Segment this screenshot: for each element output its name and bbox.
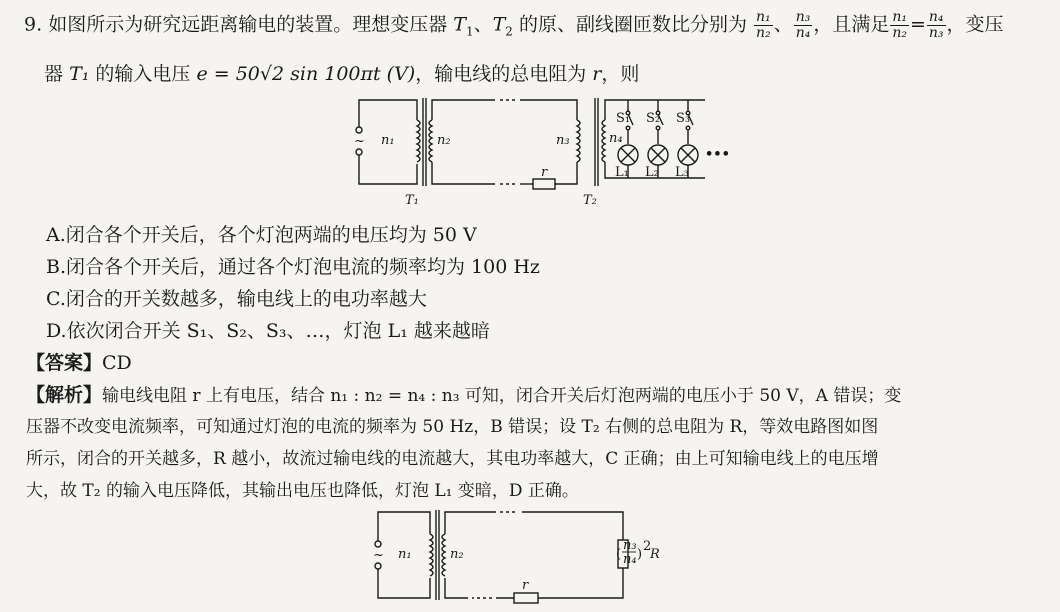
eq-rparen: ) [637,547,643,562]
label-n3: n₃ [556,133,570,148]
ac-source-icon: ~ [354,134,365,149]
option-a-text: 闭合各个开关后，各个灯泡两端的电压均为 50 V [65,224,477,246]
more-lamps-ellipsis: ••• [705,147,730,162]
option-c-text: 闭合的开关数越多，输电线上的电功率越大 [65,288,427,310]
analysis-line-1: 【解析】输电线电阻 r 上有电压，结合 n₁ : n₂ = n₄ : n₃ 可知，闭合开关后灯泡两端的电压小于 50 V，A 错误；变 [26,384,902,406]
answer-line [26,351,132,375]
coil-n4 [602,120,605,162]
ac-terminal-bottom [356,149,362,155]
resistor2-r [514,593,538,603]
fraction-n4-n3: $\frac{\text{n₄}}{\text{n₃}}$ [928,9,944,41]
voltage-expression: e = 50√2 sin 100πt (V) [196,63,416,85]
coil2-n1 [430,534,433,576]
label-L3: L₃ [675,165,689,180]
label-L1: L₁ [615,165,629,180]
answer-tag: 【答案】 [26,352,103,374]
circuit-diagram-1 [345,92,765,212]
label-S2: S₂ [646,111,661,126]
eq-lparen: ( [616,547,622,562]
option-d-label: D. [46,320,67,342]
label-T2: T₂ [583,193,597,208]
coil-n1 [417,120,420,162]
analysis-line-3: 所示，闭合的开关越多，R 越小，故流过输电线的电流越大，其电功率越大，C 正确；由上可知输电线上的电压增 [26,449,879,469]
label2-r: r [522,578,529,593]
label-S1: S₁ [616,111,631,126]
coil2-n2 [442,534,445,576]
coil-n2 [429,120,432,162]
label-n2: n₂ [437,133,451,148]
fraction-n3-n4: $\frac{\text{n₃}}{\text{n₄}}$ [795,9,811,41]
option-a-label: A. [46,224,66,246]
coil-n3 [577,120,580,162]
eq-num: n₃ [623,538,637,553]
circuit-diagram-2 [368,502,698,608]
option-a[interactable] [46,223,477,247]
eq-power: 2 [643,539,652,554]
option-b-label: B. [46,256,67,278]
question-stem-line2: 器 T₁ 的输入电压 e = 50√2 sin 100πt (V)，输电线的总电阻为 r，则 [44,63,640,85]
label-n4: n₄ [609,131,623,146]
analysis-line-4: 大，故 T₂ 的输入电压降低，其输出电压也降低，灯泡 L₁ 变暗，D 正确。 [26,481,579,501]
ac-terminal-top [356,127,362,133]
eq-den: n₄ [623,552,637,567]
question-stem-line1: 9. 如图所示为研究远距离输电的装置。理想变压器 $T_1$、$T_2$ 的原、副线圈匝数比分别为 $\frac{\text{n₁}}{\text{n₂}}$ 、 $\frac{\text{n₃}}{\text{n₄}}$ ，且满足 $\frac{\text{n₁}}{\text{n₂}}$ = $\frac{\text{n₄}}{\text{n₃}}$ ，变压 [24,9,1004,41]
option-c-label: C. [46,288,66,310]
option-b[interactable] [46,255,540,279]
option-d-text: 依次闭合开关 S₁、S₂、S₃、…，灯泡 L₁ 越来越暗 [66,320,490,342]
label-n1: n₁ [381,133,395,148]
ac-source-icon-2: ~ [373,548,384,563]
analysis-line-2: 压器不改变电流频率，可知通过灯泡的电流的频率为 50 Hz，B 错误；设 T₂ 右侧的总电阻为 R，等效电路图如图 [26,417,879,437]
label-S3: S₃ [676,111,691,126]
label2-n2: n₂ [450,547,464,562]
label2-n1: n₁ [398,547,412,562]
option-b-text: 闭合各个开关后，通过各个灯泡电流的频率均为 100 Hz [66,256,540,278]
fraction-n1-n2-eq: $\frac{\text{n₁}}{\text{n₂}}$ [892,9,907,41]
label-L2: L₂ [645,165,659,180]
option-d[interactable] [46,319,490,343]
question-number: 9. [24,13,43,36]
resistor-r [533,179,555,189]
analysis-tag: 【解析】 [26,384,103,406]
answer-value: CD [102,352,132,374]
label-r: r [541,165,548,180]
eq-R: R [650,547,660,562]
option-c[interactable] [46,287,427,311]
label-T1: T₁ [405,193,419,208]
fraction-n1-n2: $\frac{\text{n₁}}{\text{n₂}}$ [756,9,771,41]
